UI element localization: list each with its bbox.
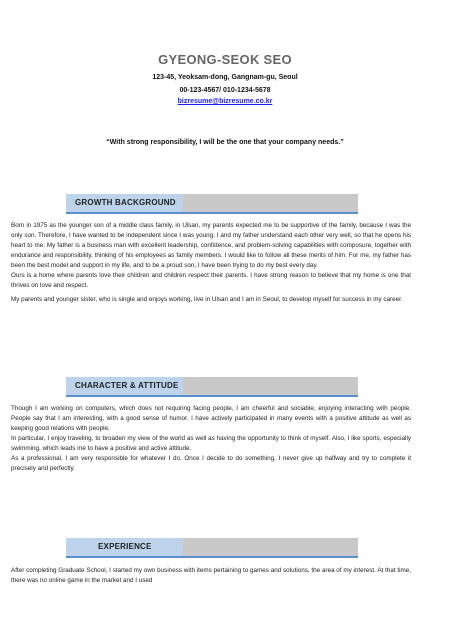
address: 123-45, Yeoksam-dong, Gangnam-gu, Seoul bbox=[152, 74, 298, 81]
section-header-experience bbox=[66, 538, 358, 558]
candidate-name: GYEONG-SEOK SEO bbox=[158, 52, 292, 67]
section-title-character: CHARACTER & ATTITUDE bbox=[75, 381, 179, 390]
section-body-experience bbox=[11, 566, 411, 586]
paragraph: Ours is a home where parents love their children and children respect their parents. I have strong reason to believe that my home is one that thrives on love and respect. bbox=[11, 272, 411, 289]
section-body-character bbox=[11, 404, 411, 474]
section-title-experience: EXPERIENCE bbox=[98, 542, 152, 551]
section-title-growth: GROWTH BACKGROUND bbox=[75, 198, 176, 207]
section-header-growth bbox=[66, 194, 358, 214]
paragraph: Born in 1975 as the younger son of a middle class family, in Ulsan, my parents expected me to be supportive of the family, because I was the only son. Therefore, I have wanted to be independent since I was young. I and my father understand each other very well, so that he opens his heart to me. My father is a business man with excellent leadership, confidence, and problem-solving capabilities with composure, together with endurance and responsibility, thinking of his employees as family members. I would like to follow all these merits of him. For me, my father has been the best model and support in my life, and to be a proud son, I have been trying to do my best every day. bbox=[11, 222, 411, 269]
paragraph: After completing Graduate School, I started my own business with items pertaining to games and solutions, the area of my interest. At that time, there was no online game in the market and I used bbox=[11, 567, 411, 584]
paragraph: My parents and younger sister, who is single and enjoys working, live in Ulsan and I am in Seoul, to develop myself for success in my career. bbox=[11, 296, 403, 303]
paragraph: As a professional, I am very responsible for whatever I do. Once I decide to do something, I never give up halfway and try to complete it precisely and perfectly. bbox=[11, 455, 411, 472]
paragraph: Though I am working on computers, which does not requiring facing people, I am cheerful and sociable, enjoying interacting with people. People say that I am interesting, with a good sense of humor. I have actively participated in many events with a positive attitude as well as keeping good relations with people. bbox=[11, 405, 411, 432]
motto: “With strong responsibility, I will be the one that your company needs.” bbox=[106, 139, 344, 146]
email-link[interactable]: bizresume@bizresume.co.kr bbox=[177, 98, 273, 105]
section-body-growth bbox=[11, 221, 411, 305]
email-line bbox=[0, 98, 450, 105]
phone-numbers: 00-123-4567/ 010-1234-5678 bbox=[179, 87, 271, 94]
section-header-character bbox=[66, 377, 358, 397]
paragraph: In particular, I enjoy traveling, to broaden my view of the world as well as having the opportunity to think of myself. Also, I like sports, especially swimming, which leads me to have a positive and active attitude. bbox=[11, 435, 411, 452]
